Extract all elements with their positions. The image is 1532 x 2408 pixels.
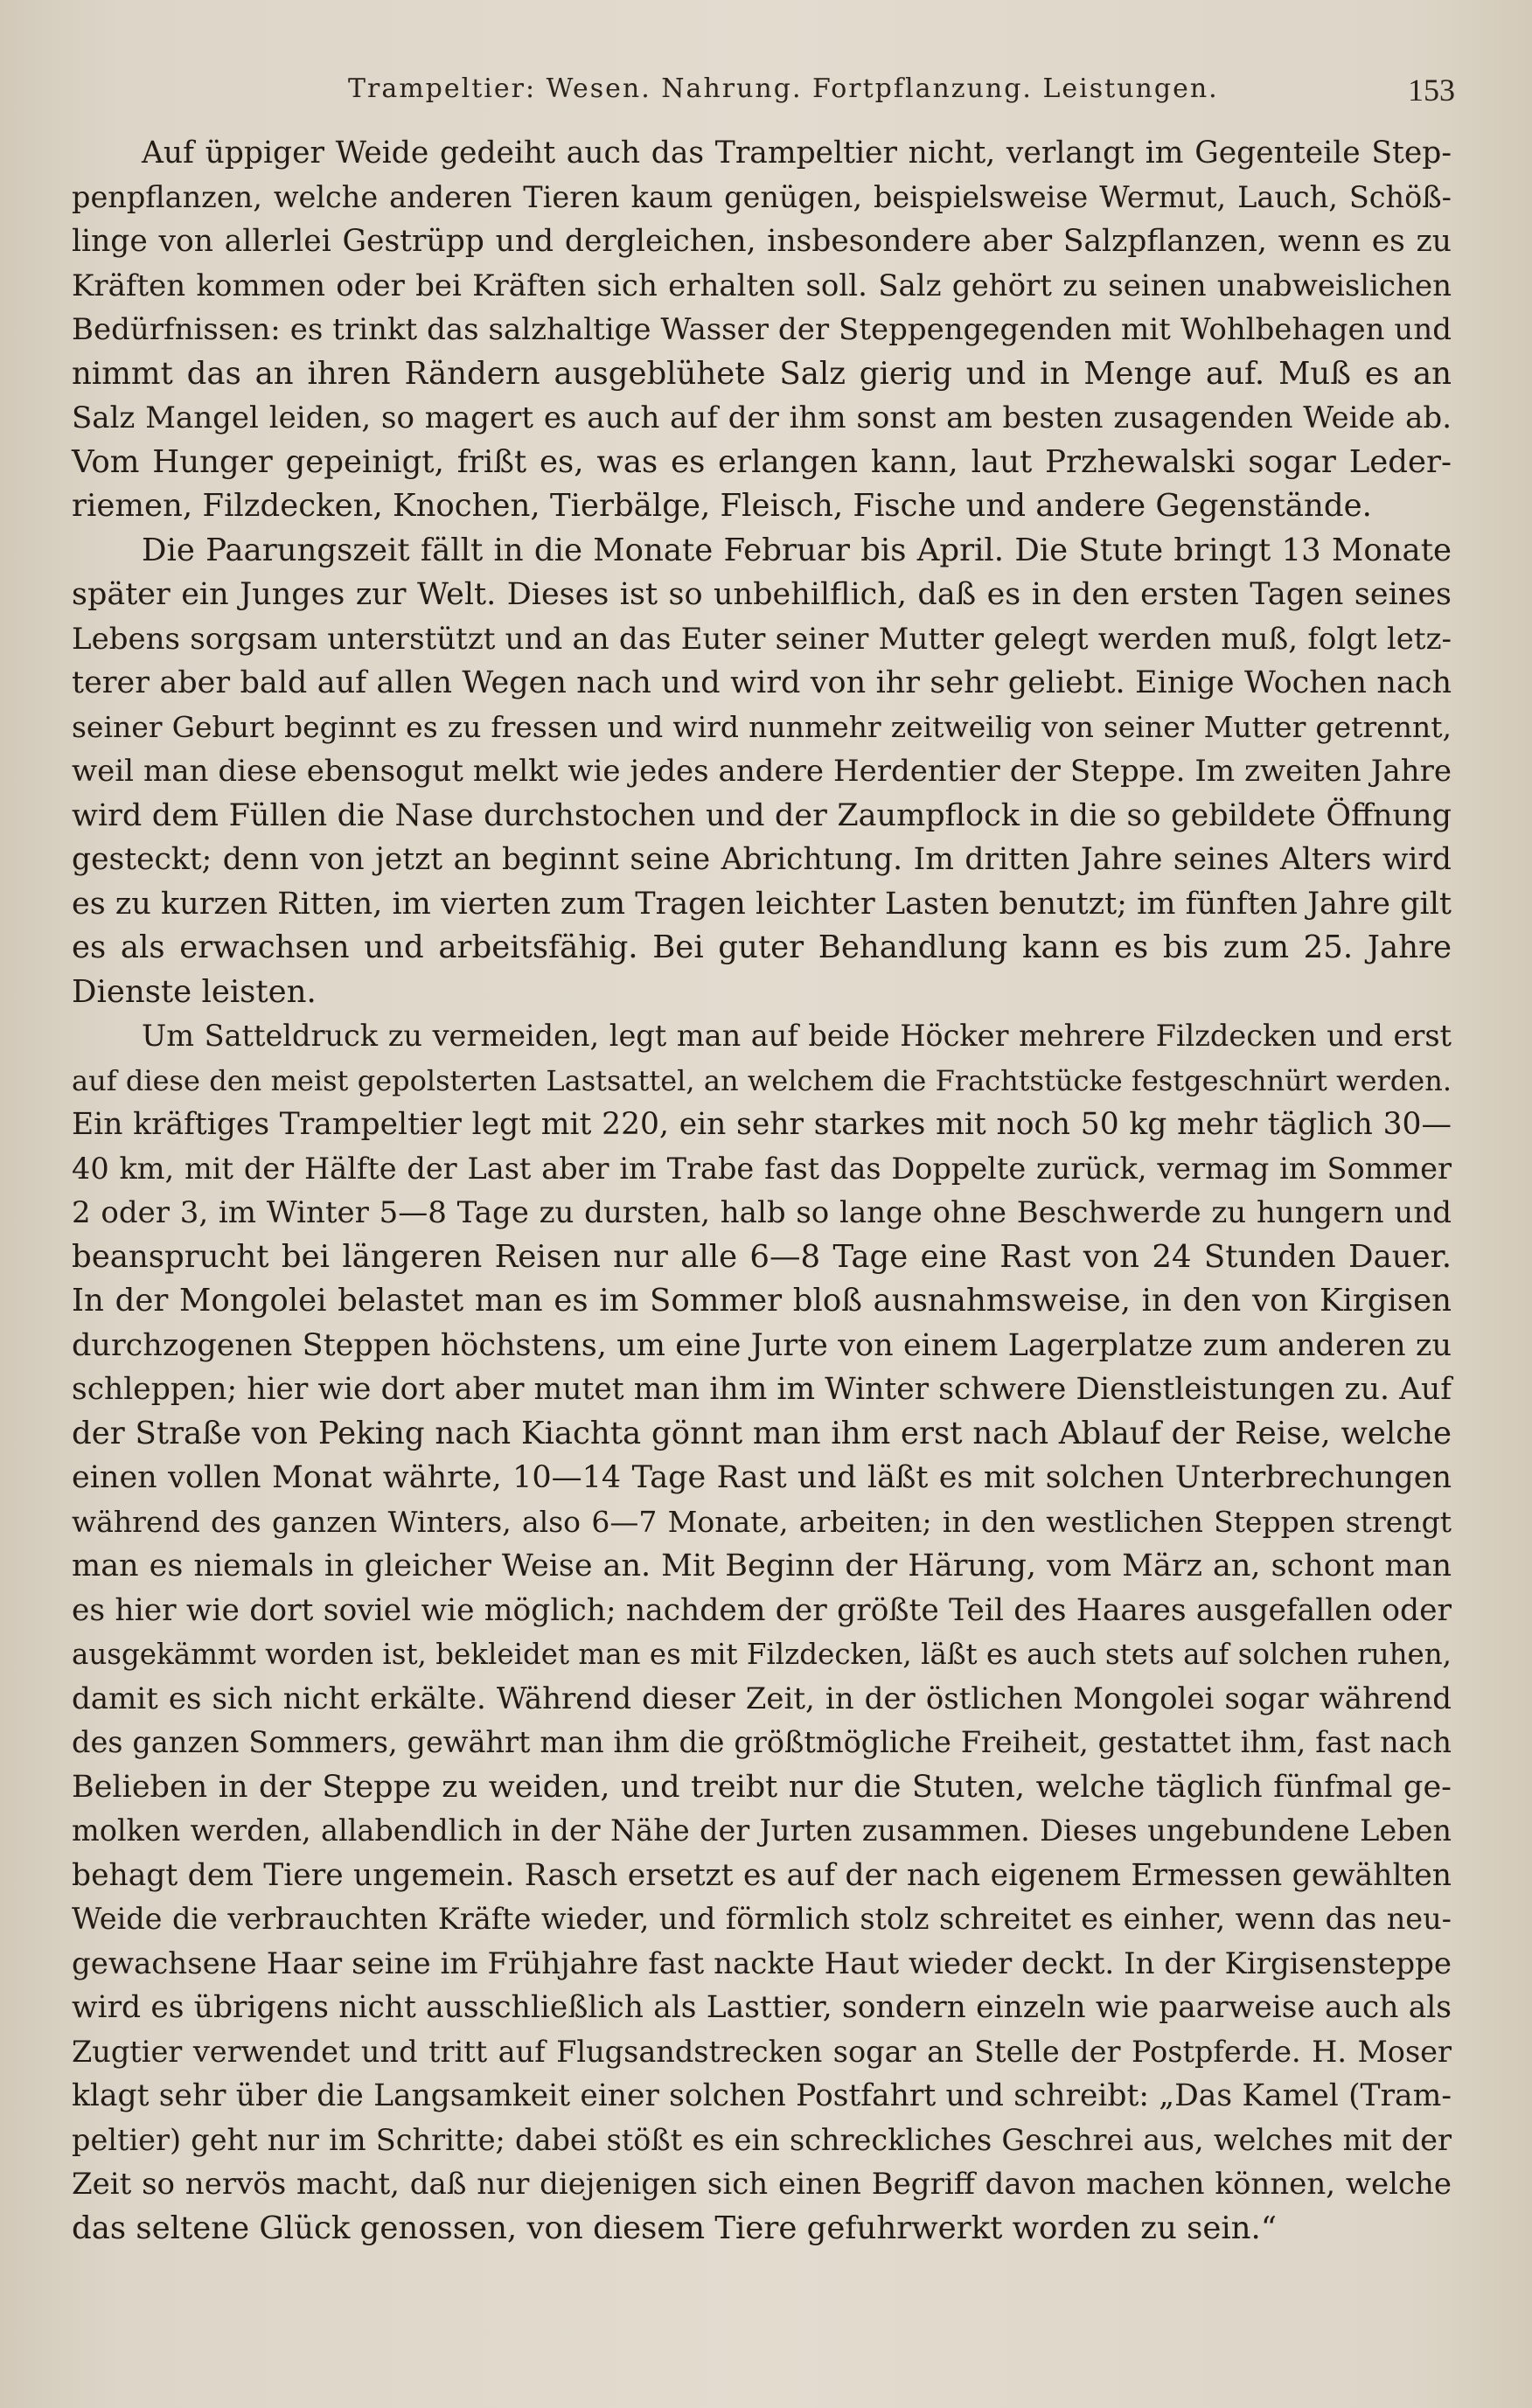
text-line: nimmt das an ihren Rändern ausgeblühete Salz gierig und in Menge auf. Muß es an [72,355,1452,392]
text-line: seiner Geburt beginnt es zu fressen und wird nunmehr zeitweilig von seiner Mutter getrennt, [72,709,1452,744]
text-line: später ein Junges zur Welt. Dieses ist so unbehilflich, daß es in den ersten Tagen seines [72,577,1452,612]
text-line: Belieben in der Steppe zu weiden, und treibt nur die Stuten, welche täglich fünfmal ge- [72,1769,1452,1805]
text-line: Um Satteldruck zu vermeiden, legt man auf beide Höcker mehrere Filzdecken und erst [142,1019,1452,1053]
text-line: beansprucht bei längeren Reisen nur alle 6—8 Tage eine Rast von 24 Stunden Dauer. [72,1238,1452,1275]
text-line: linge von allerlei Gestrüpp und dergleichen, insbesondere aber Salzpflanzen, wenn es zu [72,224,1452,259]
running-head: Trampeltier: Wesen. Nahrung. Fortpflanzung. Leistungen. [348,73,1219,104]
text-line: durchzogenen Steppen höchstens, um eine Jurte von einem Lagerplatze zum anderen zu [72,1327,1452,1363]
text-line: ausgekämmt worden ist, bekleidet man es mit Filzdecken, läßt es auch stets auf solchen ruhen, [72,1638,1452,1671]
text-line: weil man diese ebensogut melkt wie jedes andere Herdentier der Steppe. Im zweiten Jahre [72,754,1452,789]
text-line: Zugtier verwendet und tritt auf Flugsandstrecken sogar an Stelle der Postpferde. H. Moser [72,2034,1452,2069]
text-line: gesteckt; denn von jetzt an beginnt seine Abrichtung. Im dritten Jahre seines Alters wird [72,842,1452,877]
text-line: wird dem Füllen die Nase durchstochen und der Zaumpflock in die so gebildete Öffnung [72,797,1452,833]
text-line: Auf üppiger Weide gedeiht auch das Trampeltier nicht, verlangt im Gegenteile Step- [142,136,1452,171]
text-line: Ein kräftiges Trampeltier legt mit 220, ein sehr starkes mit noch 50 kg mehr täglich 30— [72,1107,1452,1142]
text-line: Die Paarungszeit fällt in die Monate Februar bis April. Die Stute bringt 13 Monate [142,532,1452,568]
text-line: auf diese den meist gepolsterten Lastsattel, an welchem die Frachtstücke festgeschnürt werden. [72,1063,1452,1097]
text-line: das seltene Glück genossen, von diesem Tiere gefuhrwerkt worden zu sein.“ [72,2210,1277,2246]
page-header [72,70,1455,114]
text-line: behagt dem Tiere ungemein. Rasch ersetzt es auf der nach eigenem Ermessen gewählten [72,1857,1452,1893]
text-line: es zu kurzen Ritten, im vierten zum Tragen leichter Lasten benutzt; im fünften Jahre gilt [72,886,1452,922]
text-line: Weide die verbrauchten Kräfte wieder, und förmlich stolz schreitet es einher, wenn das neu- [72,1902,1452,1936]
paragraph [72,529,1452,1015]
text-line: gewachsene Haar seine im Frühjahre fast nackte Haut wieder deckt. In der Kirgisensteppe [72,1945,1452,1981]
text-line: es hier wie dort soviel wie möglich; nachdem der größte Teil des Haares ausgefallen oder [72,1592,1452,1628]
text-line: damit es sich nicht erkälte. Während dieser Zeit, in der östlichen Mongolei sogar während [72,1681,1452,1716]
text-line: Vom Hunger gepeinigt, frißt es, was es erlangen kann, laut Przhewalski sogar Leder- [72,443,1452,480]
text-line: man es niemals in gleicher Weise an. Mit Beginn der Härung, vom März an, schont man [72,1548,1452,1583]
page-number: 153 [1408,73,1455,108]
paragraph [72,131,1452,529]
text-line: es als erwachsen und arbeitsfähig. Bei guter Behandlung kann es bis zum 25. Jahre [72,929,1452,965]
text-line: während des ganzen Winters, also 6—7 Monate, arbeiten; in den westlichen Steppen strengt [72,1504,1452,1539]
text-line: Salz Mangel leiden, so magert es auch auf der ihm sonst am besten zusagenden Weide ab. [72,400,1452,435]
text-line: terer aber bald auf allen Wegen nach und wird von ihr sehr geliebt. Einige Wochen nach [72,665,1452,700]
text-line: penpflanzen, welche anderen Tieren kaum genügen, beispielsweise Wermut, Lauch, Schöß- [72,179,1452,214]
text-line: Kräften kommen oder bei Kräften sich erhalten soll. Salz gehört zu seinen unabweislichen [72,268,1452,303]
text-line: riemen, Filzdecken, Knochen, Tierbälge, Fleisch, Fische und andere Gegenstände. [72,488,1372,524]
text-line: In der Mongolei belastet man es im Sommer bloß ausnahmsweise, in den von Kirgisen [72,1283,1452,1319]
text-line: einen vollen Monat währte, 10—14 Tage Rast und läßt es mit solchen Unterbrechungen [72,1460,1452,1495]
text-line: 40 km, mit der Hälfte der Last aber im Trabe fast das Doppelte zurück, vermag im Sommer [72,1151,1452,1186]
text-line: peltier) geht nur im Schritte; dabei stößt es ein schreckliches Geschrei aus, welches mit der [72,2122,1452,2157]
text-line: molken werden, allabendlich in der Nähe der Jurten zusammen. Dieses ungebundene Leben [72,1813,1452,1848]
text-line: 2 oder 3, im Winter 5—8 Tage zu dursten, halb so lange ohne Beschwerde zu hungern und [72,1195,1452,1230]
text-line: Zeit so nervös macht, daß nur diejenigen sich einen Begriff davon machen können, welche [72,2167,1452,2202]
text-line: der Straße von Peking nach Kiachta gönnt man ihm erst nach Ablauf der Reise, welche [72,1415,1452,1451]
text-line: Bedürfnissen: es trinkt das salzhaltige Wasser der Steppengegenden mit Wohlbehagen und [72,312,1452,347]
text-line: des ganzen Sommers, gewährt man ihm die größtmögliche Freiheit, gestattet ihm, fast nach [72,1725,1452,1759]
text-line: klagt sehr über die Langsamkeit einer solchen Postfahrt und schreibt: „Das Kamel (Tram- [72,2078,1452,2113]
body-text [72,131,1452,2251]
text-line: wird es übrigens nicht ausschließlich als Lasttier, sondern einzeln wie paarweise auch als [72,1990,1452,2025]
text-line: Lebens sorgsam unterstützt und an das Euter seiner Mutter gelegt werden muß, folgt letz- [72,621,1452,657]
paragraph [72,1014,1452,2251]
text-line: schleppen; hier wie dort aber mutet man ihm im Winter schwere Dienstleistungen zu. Auf [72,1372,1452,1407]
text-line: Dienste leisten. [72,973,317,1010]
